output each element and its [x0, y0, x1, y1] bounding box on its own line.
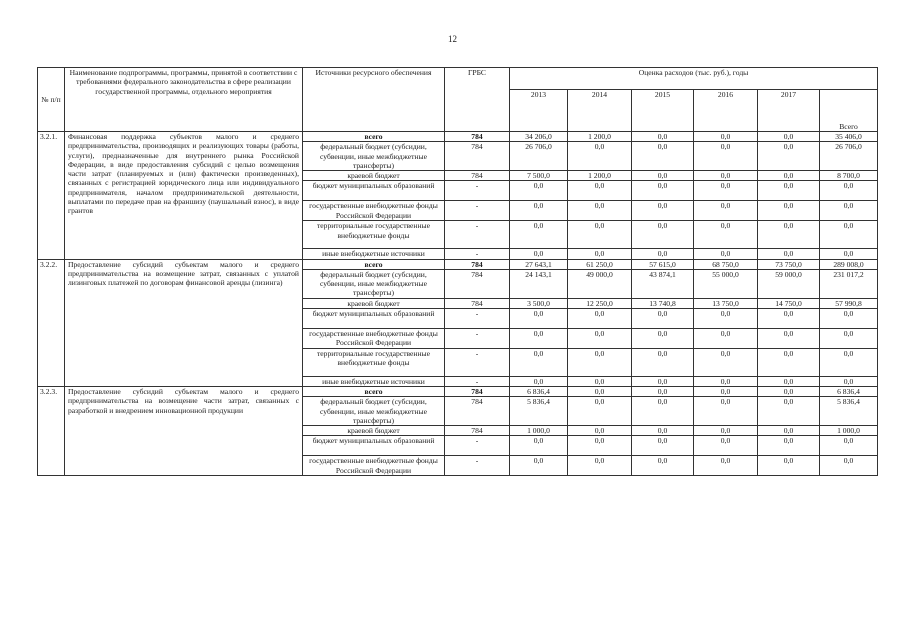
year-value: 0,0: [568, 397, 632, 426]
header-year: 2017: [758, 90, 820, 132]
year-value: 0,0: [632, 181, 694, 201]
year-value: 26 706,0: [510, 142, 568, 171]
year-value: 0,0: [758, 142, 820, 171]
total-value: 8 700,0: [820, 171, 878, 181]
year-value: 0,0: [510, 249, 568, 259]
year-value: 0,0: [632, 397, 694, 426]
table-row: [38, 387, 878, 397]
grbs-code: -: [445, 328, 510, 348]
year-value: 0,0: [694, 436, 758, 456]
year-value: 0,0: [694, 181, 758, 201]
year-value: 0,0: [632, 387, 694, 397]
grbs-code: -: [445, 181, 510, 201]
year-value: 0,0: [694, 142, 758, 171]
year-value: 0,0: [632, 171, 694, 181]
year-value: 0,0: [568, 181, 632, 201]
total-value: 5 836,4: [820, 397, 878, 426]
total-value: 0,0: [820, 221, 878, 249]
row-number: 3.2.2.: [38, 259, 65, 387]
funding-source: бюджет муниципальных образований: [303, 436, 445, 456]
year-value: 0,0: [694, 328, 758, 348]
year-value: 0,0: [510, 328, 568, 348]
funding-source: федеральный бюджет (субсидии, субвенции, иные межбюджетные трансферты): [303, 269, 445, 298]
year-value: 68 750,0: [694, 259, 758, 269]
grbs-code: -: [445, 308, 510, 328]
year-value: 3 500,0: [510, 298, 568, 308]
header-num: № п/п: [38, 68, 65, 132]
row-number: 3.2.1.: [38, 132, 65, 260]
header-name: Наименование подпрограммы, программы, принятой в соответствии с требованиями федерального законодательства в сфере реализации государственной программы, отдельного мероприятия: [65, 68, 303, 132]
year-value: 13 750,0: [694, 298, 758, 308]
year-value: 0,0: [758, 436, 820, 456]
year-value: 13 740,8: [632, 298, 694, 308]
grbs-code: 784: [445, 397, 510, 426]
year-value: 43 874,1: [632, 269, 694, 298]
year-value: 0,0: [758, 456, 820, 476]
year-value: 49 000,0: [568, 269, 632, 298]
measure-description: Финансовая поддержка субъектов малого и среднего предпринимательства, производящих и реализующих товары (работы, услуги), предназначенные для внутреннего рынка Российской Федерации, в виде предоставления субсидий с целью возмещения части затрат (планируемых и (или) фактически произведенных), связанных с регистрацией юридического лица или индивидуального предпринимателя, началом предпринимательской деятельности, выплатами по передаче прав на франшизу (паушальный взнос), в виде грантов: [65, 132, 303, 260]
funding-source: краевой бюджет: [303, 426, 445, 436]
year-value: 0,0: [758, 328, 820, 348]
year-value: 0,0: [632, 456, 694, 476]
year-value: 14 750,0: [758, 298, 820, 308]
funding-source: территориальные государственные внебюджетные фонды: [303, 348, 445, 376]
year-value: 61 250,0: [568, 259, 632, 269]
year-value: 0,0: [510, 436, 568, 456]
year-value: 0,0: [568, 348, 632, 376]
year-value: 0,0: [632, 426, 694, 436]
year-value: 0,0: [758, 308, 820, 328]
year-value: 34 206,0: [510, 132, 568, 142]
year-value: 0,0: [758, 348, 820, 376]
grbs-code: 784: [445, 269, 510, 298]
year-value: 0,0: [632, 376, 694, 386]
year-value: 0,0: [694, 171, 758, 181]
grbs-code: -: [445, 376, 510, 386]
total-value: 6 836,4: [820, 387, 878, 397]
year-value: 6 836,4: [510, 387, 568, 397]
year-value: 0,0: [758, 171, 820, 181]
year-value: 0,0: [758, 376, 820, 386]
year-value: 0,0: [758, 132, 820, 142]
year-value: 0,0: [510, 221, 568, 249]
total-value: 0,0: [820, 436, 878, 456]
year-value: 0,0: [568, 221, 632, 249]
year-value: 0,0: [632, 348, 694, 376]
year-value: 0,0: [758, 426, 820, 436]
year-value: 1 200,0: [568, 132, 632, 142]
total-value: 0,0: [820, 308, 878, 328]
year-value: 27 643,1: [510, 259, 568, 269]
funding-source: государственные внебюджетные фонды Российской Федерации: [303, 456, 445, 476]
year-value: 0,0: [694, 221, 758, 249]
total-value: 26 706,0: [820, 142, 878, 171]
year-value: 0,0: [568, 456, 632, 476]
year-value: 73 750,0: [758, 259, 820, 269]
grbs-code: 784: [445, 142, 510, 171]
funding-source: всего: [303, 132, 445, 142]
year-value: 0,0: [632, 221, 694, 249]
grbs-code: 784: [445, 132, 510, 142]
year-value: 0,0: [694, 249, 758, 259]
funding-source: бюджет муниципальных образований: [303, 308, 445, 328]
header-year: 2013: [510, 90, 568, 132]
total-value: 35 406,0: [820, 132, 878, 142]
measure-description: Предоставление субсидий субъектам малого и среднего предпринимательства на возмещение части затрат, связанных с разработкой и внедрением инновационной продукции: [65, 387, 303, 476]
year-value: 0,0: [694, 376, 758, 386]
year-value: 0,0: [510, 376, 568, 386]
year-value: 0,0: [510, 456, 568, 476]
year-value: 0,0: [510, 308, 568, 328]
year-value: 0,0: [632, 142, 694, 171]
table-body: [38, 132, 878, 476]
year-value: 0,0: [568, 142, 632, 171]
year-value: 0,0: [510, 181, 568, 201]
year-value: 0,0: [694, 308, 758, 328]
year-value: 0,0: [568, 436, 632, 456]
grbs-code: 784: [445, 298, 510, 308]
year-value: 0,0: [758, 397, 820, 426]
row-number: 3.2.3.: [38, 387, 65, 476]
year-value: 59 000,0: [758, 269, 820, 298]
year-value: 0,0: [758, 181, 820, 201]
funding-source: государственные внебюджетные фонды Российской Федерации: [303, 328, 445, 348]
total-value: 0,0: [820, 328, 878, 348]
year-value: 0,0: [632, 308, 694, 328]
total-value: 0,0: [820, 348, 878, 376]
total-value: 0,0: [820, 376, 878, 386]
year-value: 0,0: [694, 387, 758, 397]
year-value: 0,0: [694, 132, 758, 142]
year-value: 0,0: [694, 201, 758, 221]
total-value: 0,0: [820, 456, 878, 476]
year-value: 0,0: [568, 328, 632, 348]
funding-source: бюджет муниципальных образований: [303, 181, 445, 201]
total-value: 0,0: [820, 181, 878, 201]
year-value: 0,0: [758, 201, 820, 221]
funding-source: краевой бюджет: [303, 171, 445, 181]
year-value: 0,0: [694, 397, 758, 426]
header-year: 2015: [632, 90, 694, 132]
year-value: 0,0: [510, 348, 568, 376]
year-value: 0,0: [632, 249, 694, 259]
grbs-code: 784: [445, 171, 510, 181]
grbs-code: -: [445, 201, 510, 221]
table-row: [38, 132, 878, 142]
funding-source: государственные внебюджетные фонды Российской Федерации: [303, 201, 445, 221]
total-value: 57 990,8: [820, 298, 878, 308]
year-value: 0,0: [568, 201, 632, 221]
grbs-code: 784: [445, 426, 510, 436]
total-value: 0,0: [820, 201, 878, 221]
funding-source: иные внебюджетные источники: [303, 249, 445, 259]
header-estimate: Оценка расходов (тыс. руб.), годы: [510, 68, 878, 90]
year-value: 0,0: [568, 376, 632, 386]
funding-source: федеральный бюджет (субсидии, субвенции, иные межбюджетные трансферты): [303, 142, 445, 171]
year-value: 55 000,0: [694, 269, 758, 298]
total-value: 231 017,2: [820, 269, 878, 298]
year-value: 0,0: [694, 456, 758, 476]
total-value: 1 000,0: [820, 426, 878, 436]
grbs-code: -: [445, 456, 510, 476]
funding-source: федеральный бюджет (субсидии, субвенции, иные межбюджетные трансферты): [303, 397, 445, 426]
funding-source: всего: [303, 387, 445, 397]
year-value: 1 000,0: [510, 426, 568, 436]
measure-description: Предоставление субсидий субъектам малого и среднего предпринимательства на возмещение затрат, связанных с уплатой лизинговых платежей по договорам финансовой аренды (лизинга): [65, 259, 303, 387]
header-grbs: ГРБС: [445, 68, 510, 132]
year-value: 0,0: [568, 387, 632, 397]
grbs-code: -: [445, 348, 510, 376]
year-value: 0,0: [758, 387, 820, 397]
grbs-code: 784: [445, 387, 510, 397]
year-value: 0,0: [694, 426, 758, 436]
year-value: 0,0: [632, 132, 694, 142]
header-year: 2016: [694, 90, 758, 132]
year-value: 57 615,0: [632, 259, 694, 269]
page-number: 12: [448, 34, 457, 44]
grbs-code: 784: [445, 259, 510, 269]
total-value: 289 008,0: [820, 259, 878, 269]
funding-source: территориальные государственные внебюджетные фонды: [303, 221, 445, 249]
year-value: 5 836,4: [510, 397, 568, 426]
funding-source: иные внебюджетные источники: [303, 376, 445, 386]
table-row: [38, 259, 878, 269]
year-value: 0,0: [568, 249, 632, 259]
funding-source: всего: [303, 259, 445, 269]
year-value: 0,0: [568, 426, 632, 436]
year-value: 0,0: [758, 249, 820, 259]
year-value: 12 250,0: [568, 298, 632, 308]
year-value: 0,0: [632, 436, 694, 456]
funding-source: краевой бюджет: [303, 298, 445, 308]
year-value: 24 143,1: [510, 269, 568, 298]
year-value: 7 500,0: [510, 171, 568, 181]
grbs-code: -: [445, 436, 510, 456]
grbs-code: -: [445, 249, 510, 259]
year-value: 0,0: [694, 348, 758, 376]
year-value: 0,0: [510, 201, 568, 221]
year-value: 1 200,0: [568, 171, 632, 181]
header-year: 2014: [568, 90, 632, 132]
budget-table: [37, 67, 878, 476]
header-sources: Источники ресурсного обеспечения: [303, 68, 445, 132]
year-value: 0,0: [568, 308, 632, 328]
year-value: 0,0: [632, 328, 694, 348]
year-value: 0,0: [758, 221, 820, 249]
grbs-code: -: [445, 221, 510, 249]
year-value: 0,0: [632, 201, 694, 221]
total-value: 0,0: [820, 249, 878, 259]
header-total: Всего: [820, 90, 878, 132]
